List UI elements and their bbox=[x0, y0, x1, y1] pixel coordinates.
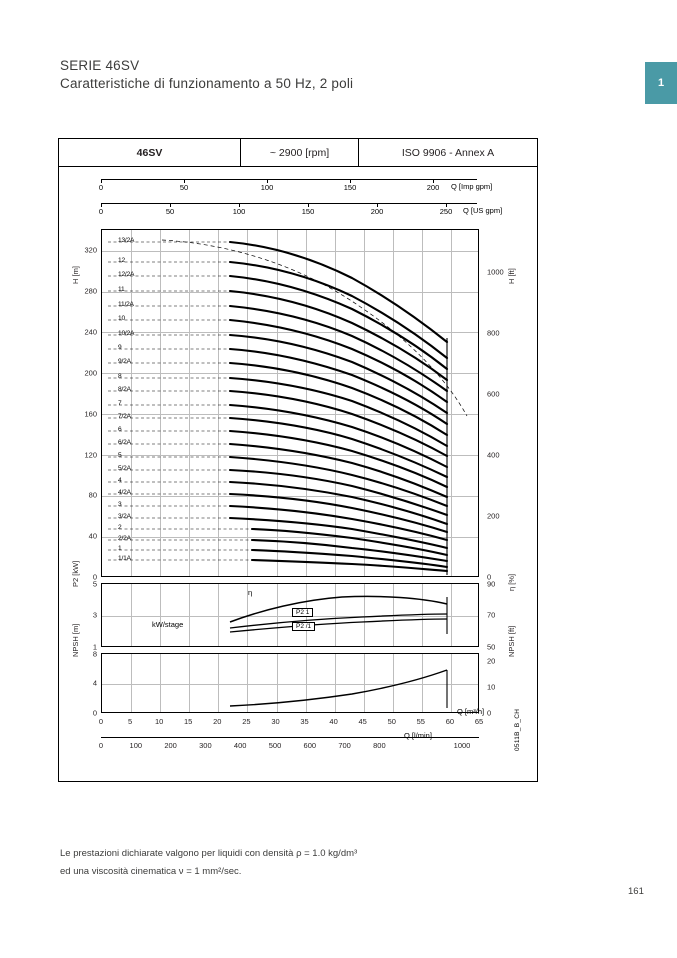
curve-label: 4/2A bbox=[118, 489, 131, 496]
document-code: 0511B_B_CH bbox=[514, 708, 521, 751]
p2-1-box: P2 1 bbox=[292, 608, 313, 617]
xtick: 0 bbox=[98, 717, 104, 726]
xtick: 15 bbox=[184, 717, 193, 726]
footnote-viscosity: ed una viscosità cinematica ν = 1 mm²/sec. bbox=[60, 866, 242, 877]
curve-label: 10 bbox=[118, 315, 125, 322]
ytick: 160 bbox=[84, 409, 97, 419]
curve-label: 9 bbox=[118, 344, 122, 351]
ytick-right: 90 bbox=[487, 579, 496, 589]
xtick: 45 bbox=[358, 717, 367, 726]
power-axis-label-left bbox=[71, 561, 80, 587]
curve-label: 8 bbox=[118, 373, 122, 380]
head-axis-label-right: H [ft] bbox=[507, 268, 516, 284]
ytick: 240 bbox=[84, 327, 97, 337]
efficiency-axis-label-right: η [%] bbox=[507, 573, 516, 591]
curve-label: 4 bbox=[118, 477, 122, 484]
ytick: 3 bbox=[92, 610, 97, 620]
chart-standard-cell: ISO 9906 - Annex A bbox=[401, 146, 495, 159]
efficiency-label: η bbox=[248, 588, 253, 597]
footnote-density: Le prestazioni dichiarate valgono per liquidi con densità ρ = 1.0 kg/dm³ bbox=[60, 848, 358, 859]
axis-label-m3h bbox=[457, 707, 484, 716]
curve-label: 6 bbox=[118, 426, 122, 433]
xtick: 40 bbox=[329, 717, 338, 726]
xtick: 30 bbox=[271, 717, 280, 726]
xtick: 50 bbox=[387, 717, 396, 726]
ytick-right: 20 bbox=[487, 656, 496, 666]
curve-label: 11/2A bbox=[118, 301, 134, 308]
curve-label: 3/2A bbox=[118, 513, 131, 520]
ytick-right: 10 bbox=[487, 682, 496, 692]
xtick: 600 bbox=[303, 741, 317, 750]
xtick: 25 bbox=[242, 717, 251, 726]
curve-label: 11 bbox=[118, 286, 125, 293]
ytick: 4 bbox=[92, 678, 97, 688]
curve-label: 5/2A bbox=[118, 465, 131, 472]
ytick: 320 bbox=[84, 245, 97, 255]
ytick-right: 0 bbox=[487, 572, 492, 582]
chart-speed-cell: ~ 2900 [rpm] bbox=[241, 139, 359, 166]
ytick: 8 bbox=[92, 649, 97, 659]
npsh-curve bbox=[102, 654, 480, 714]
head-axis-label-left: H [m] bbox=[71, 266, 80, 284]
ytick-right: 50 bbox=[487, 642, 496, 652]
ytick-right: 800 bbox=[487, 328, 500, 338]
chapter-tab: 1 bbox=[645, 62, 677, 104]
curve-label: 13/2A bbox=[118, 237, 135, 244]
chart-title-row bbox=[59, 139, 537, 167]
npsh-axis-label-right: NPSH [ft] bbox=[507, 625, 516, 657]
xtick: 100 bbox=[129, 741, 143, 750]
curve-label: 1/1A bbox=[118, 555, 131, 562]
xtick: 300 bbox=[199, 741, 212, 750]
axis-label-us-gpm: Q [US gpm] bbox=[463, 206, 503, 215]
xtick: 65 bbox=[474, 717, 484, 726]
axis-label-imp-gpm: Q [Imp gpm] bbox=[451, 182, 493, 191]
ytick: 5 bbox=[92, 579, 97, 589]
axis-top-us-gpm: 0 50 100 150 200 250 Q [US gpm] bbox=[59, 203, 537, 221]
page-title: SERIE 46SV bbox=[60, 58, 140, 73]
chart-model-cell: 46SV bbox=[59, 139, 241, 166]
head-panel bbox=[101, 229, 479, 577]
curve-label: 1 bbox=[118, 545, 122, 552]
xtick: 200 bbox=[164, 741, 177, 750]
ytick: 0 bbox=[92, 708, 97, 718]
curve-label: 12/2A bbox=[118, 271, 135, 278]
power-efficiency-curves bbox=[102, 584, 480, 648]
ytick: 1 bbox=[92, 642, 97, 652]
ytick: 200 bbox=[84, 368, 97, 378]
curve-label: 6/2A bbox=[118, 439, 131, 446]
curve-label: 8/2A bbox=[118, 386, 131, 393]
ytick: 0 bbox=[92, 572, 97, 582]
ytick-right: 600 bbox=[487, 389, 500, 399]
xtick: 55 bbox=[416, 717, 425, 726]
curve-label: 3 bbox=[118, 501, 122, 508]
power-efficiency-panel bbox=[101, 583, 479, 647]
xtick: 1000 bbox=[453, 741, 471, 750]
xtick: 20 bbox=[213, 717, 222, 726]
ytick: 280 bbox=[84, 286, 97, 296]
curve-label: 7/2A bbox=[118, 413, 131, 420]
xtick: 800 bbox=[373, 741, 386, 750]
axis-label-m3h-text: Q [m³/h] bbox=[457, 707, 485, 716]
ytick-right: 0 bbox=[487, 708, 492, 718]
xtick: 700 bbox=[338, 741, 351, 750]
npsh-panel bbox=[101, 653, 479, 713]
ytick-right: 200 bbox=[487, 511, 500, 521]
curve-label: 5 bbox=[118, 452, 122, 459]
p2-over-1-box: P2 /1 bbox=[292, 622, 315, 631]
kw-stage-label: kW/stage bbox=[152, 620, 184, 629]
ytick-right: 1000 bbox=[487, 267, 504, 277]
axis-top-imp-gpm: 0 50 100 150 200 Q [Imp gpm] bbox=[59, 179, 537, 197]
xtick: 5 bbox=[128, 717, 133, 726]
xtick: 0 bbox=[98, 741, 104, 750]
page-number: 161 bbox=[628, 886, 644, 897]
ytick: 80 bbox=[88, 490, 97, 500]
xtick: 500 bbox=[268, 741, 282, 750]
xtick: 35 bbox=[300, 717, 309, 726]
page-subtitle: Caratteristiche di funzionamento a 50 Hz, 2 poli bbox=[60, 76, 354, 91]
curve-label: 12 bbox=[118, 257, 125, 264]
curve-label: 2 bbox=[118, 524, 122, 531]
head-curves bbox=[102, 230, 480, 578]
performance-chart-frame bbox=[58, 138, 538, 782]
npsh-axis-label-left: NPSH [m] bbox=[71, 623, 80, 657]
ytick: 40 bbox=[88, 531, 97, 541]
xtick: 400 bbox=[233, 741, 247, 750]
ytick: 120 bbox=[84, 450, 97, 460]
curve-label: 10/2A bbox=[118, 330, 135, 337]
xtick: 10 bbox=[155, 717, 164, 726]
power-axis-text: P2 [kW] bbox=[71, 560, 80, 587]
curve-label: 7 bbox=[118, 400, 122, 407]
xtick: 60 bbox=[445, 717, 455, 726]
axis-label-lmin: Q [l/min] bbox=[404, 731, 432, 740]
curve-label: 2/2A bbox=[118, 535, 131, 542]
curve-label: 9/2A bbox=[118, 358, 131, 365]
ytick-right: 400 bbox=[487, 450, 500, 460]
ytick-right: 70 bbox=[487, 610, 496, 620]
